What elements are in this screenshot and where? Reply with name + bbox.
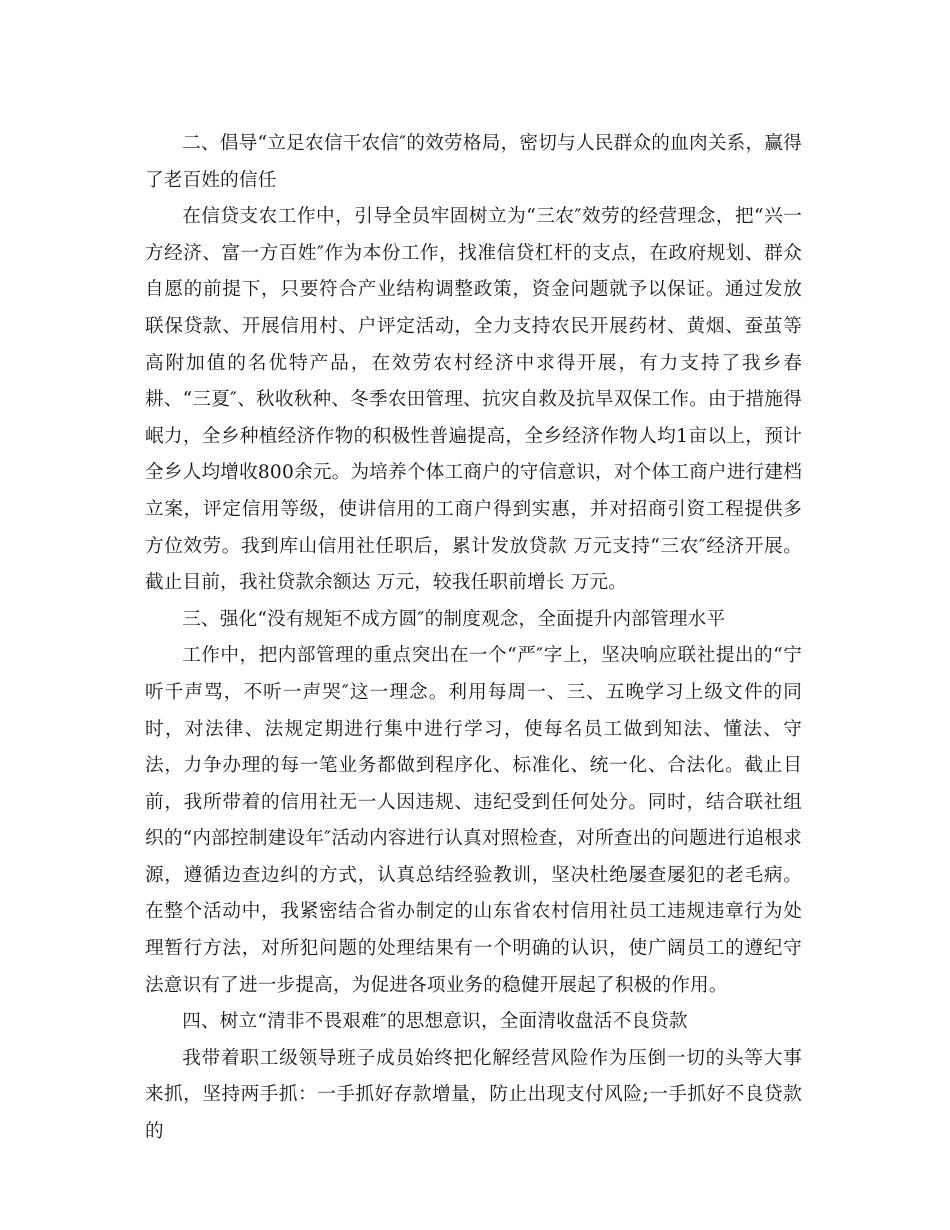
body-paragraph-internal-management: 工作中，把内部管理的重点突出在一个“严″字上，坚决响应联社提出的“宁听千声骂，不听一声哭″这一理念。利用每周一、三、五晚学习上级文件的同时，对法律、法规定期进行集中进行学习，使每名员工做到知法、懂法、守法，力争办理的每一笔业务都做到程序化、标准化、统一化、合法化。截止目前，我所带着的信用社无一人因违规、违纪受到任何处分。同时，结合联社组织的“内部控制建设年″活动内容进行认真对照检查，对所查出的问题进行追根求源，遵循边查边纠的方式，认真总结经验教训，坚决杜绝屡查屡犯的老毛病。在整个活动中，我紧密结合省办制定的山东省农村信用社员工违规违章行为处理暂行方法，对所犯问题的处理结果有一个明确的认识，使广阔员工的遵纪守法意识有了进一步提高，为促进各项业务的稳健开展起了积极的作用。	[145, 645, 802, 996]
body-paragraph-credit-support: 在信贷支农工作中，引导全员牢固树立为“三农″效劳的经营理念，把“兴一方经济、富一方百姓″作为本份工作，找准信贷杠杆的支点，在政府规划、群众自愿的前提下，只要符合产业结构调整政策，资金问题就予以保证。通过发放联保贷款、开展信用村、户评定活动，全力支持农民开展药材、黄烟、蚕茧等高附加值的名优特产品，在效劳农村经济中求得开展，有力支持了我乡春耕、“三夏″、秋收秋种、冬季农田管理、抗灾自救及抗旱双保工作。由于措施得岷力，全乡种植经济作物的积极性普遍提高，全乡经济作物人均1亩以上，预计全乡人均增收800余元。为培养个体工商户的守信意识，对个体工商户进行建档立案，评定信用等级，使讲信用的工商户得到实惠，并对招商引资工程提供多方位效劳。我到库山信用社任职后，累计发放贷款 万元支持“三农″经济开展。截止目前，我社贷款余额达 万元，较我任职前增长 万元。	[145, 206, 802, 594]
section-heading-4: 四、树立“清非不畏艰难″的思想意识，全面清收盘活不良贷款	[182, 1011, 688, 1033]
document-body	[145, 126, 802, 1151]
section-heading-2: 二、倡导“立足农信干农信″的效劳格局，密切与人民群众的血肉关系，赢得了老百姓的信任	[145, 133, 802, 191]
body-paragraph-risk: 我带着职工级领导班子成员始终把化解经营风险作为压倒一切的头等大事来抓，坚持两手抓：一手抓好存款增量，防止出现支付风险;一手抓好不良贷款的	[145, 1047, 802, 1143]
section-heading-3: 三、强化“没有规矩不成方圆″的制度观念，全面提升内部管理水平	[182, 608, 726, 630]
